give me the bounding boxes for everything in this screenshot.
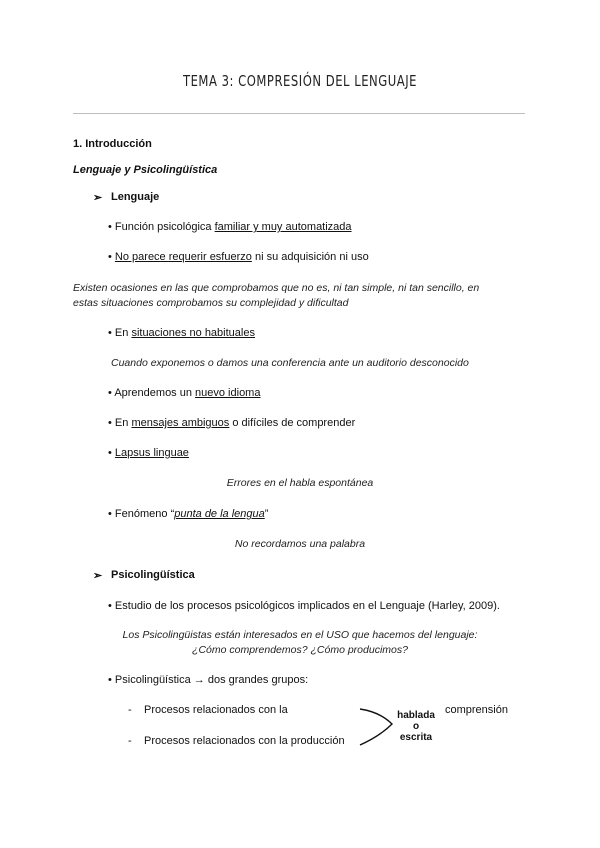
example-note: Cuando exponemos o damos una conferencia ante un auditorio desconocido [111,357,469,369]
list-item: • En situaciones no habituales [108,327,255,339]
dot-bullet-icon: • [108,674,112,686]
dot-bullet-icon: • [108,417,112,429]
subsection-heading: Lenguaje y Psicolingüística [73,164,218,176]
example-note: Errores en el habla espontánea [226,477,374,489]
note-line: ¿Cómo comprendemos? ¿Cómo producimos? [192,644,408,656]
list-item: • Aprendemos un nuevo idioma [108,387,261,399]
underlined-term: nuevo idioma [195,387,261,399]
lenguaje-heading: Lenguaje [111,191,160,203]
list-item: • Fenómeno “punta de la lengua” [108,508,269,520]
dash-bullet: - [128,735,132,747]
group-item: Procesos relacionados con la [144,704,288,716]
dot-bullet-icon: • [108,508,112,520]
note-line: Los Psicolingüistas están interesados en el USO que hacemos del lenguaje: [122,629,478,641]
list-item: • En mensajes ambiguos o difíciles de comprender [108,417,356,429]
list-item: • No parece requerir esfuerzo ni su adquisición ni uso [108,251,369,263]
underlined-term: Lapsus linguae [114,447,189,459]
arrow-bullet-icon: ➢ [93,192,103,204]
title-divider [73,113,525,114]
list-item: • Psicolingüística → dos grandes grupos: [108,674,309,686]
list-item: • Estudio de los procesos psicológicos implicados en el Lenguaje (Harley, 2009). [108,600,500,612]
dot-bullet-icon: • [108,251,112,263]
section-heading: 1. Introducción [73,138,152,150]
handwritten-note: hablada o escrita [397,710,435,743]
page-title: TEMA 3: COMPRESIÓN DEL LENGUAJE [182,72,418,90]
list-item: • Función psicológica familiar y muy automatizada [108,221,352,233]
dot-bullet-icon: • [108,327,112,339]
dot-bullet-icon: • [108,447,112,459]
psicolinguistica-heading: Psicolingüística [111,569,195,581]
underlined-term: familiar y muy automatizada [214,221,352,233]
brace-icon [358,706,398,748]
note-line: estas situaciones comprobamos su complejidad y dificultad [73,297,349,309]
dash-bullet: - [128,704,132,716]
arrow-bullet-icon: ➢ [93,570,103,582]
dot-bullet-icon: • [108,387,112,399]
underlined-term: punta de la lengua [174,508,265,520]
underlined-term: mensajes ambiguos [131,417,230,429]
underlined-term: situaciones no habituales [131,327,255,339]
example-note: No recordamos una palabra [234,538,366,550]
underlined-term: No parece requerir esfuerzo [114,251,252,263]
list-item [108,447,189,459]
group-item-tail: comprensión [445,704,508,716]
group-item: Procesos relacionados con la producción [144,735,345,747]
dot-bullet-icon: • [108,600,112,612]
dot-bullet-icon: • [108,221,112,233]
note-line: Existen ocasiones en las que comprobamos que no es, ni tan simple, ni tan sencillo, en [73,282,480,294]
